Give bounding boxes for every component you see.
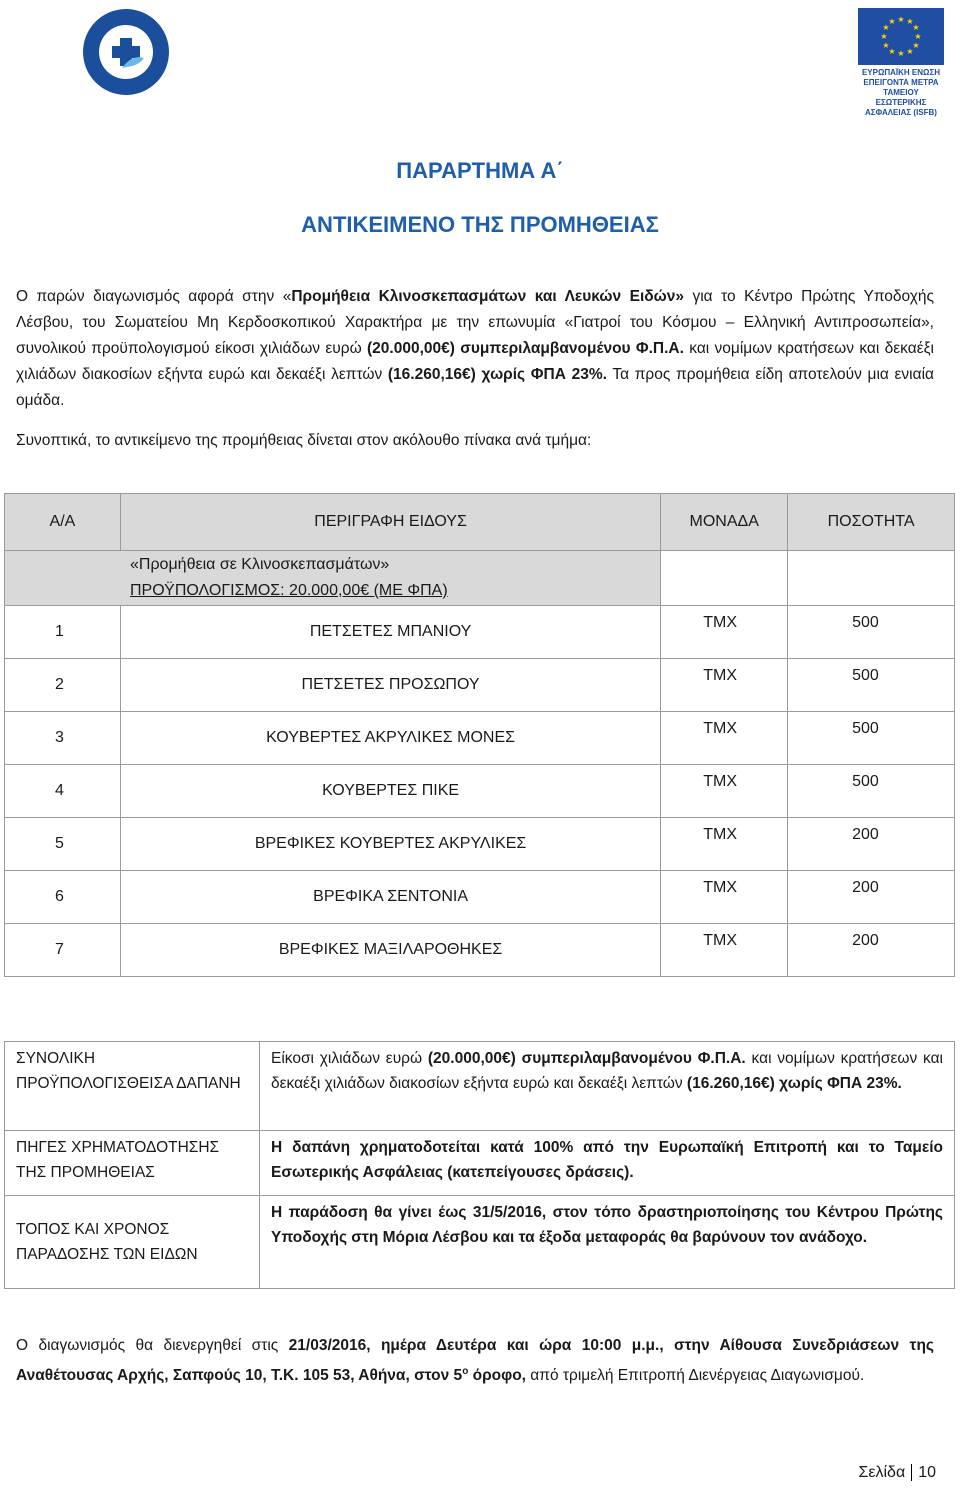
group-budget: ΠΡΟΫΠΟΛΟΓΙΣΜΟΣ: 20.000,00€ (ΜΕ ΦΠΑ) <box>130 582 448 599</box>
delivery-row <box>5 1196 955 1289</box>
closing-paragraph: Ο διαγωνισμός θα διενεργηθεί στις 21/03/2016, ημέρα Δευτέρα και ώρα 10:00 μ.μ., στην Αίθουσα Συνεδριάσεων της Αναθέτουσας Αρχής, Σαπφούς 10, Τ.Κ. 105 53, Αθήνα, στον $5^o$ όροφο, από τριμελή Επιτροπή Διενέργειας Διαγωνισμού. <box>16 1337 934 1385</box>
header-unit: ΜΟΝΑΔΑ <box>661 494 788 551</box>
svg-text:★: ★ <box>906 47 914 56</box>
doctors-of-the-world-logo <box>82 8 170 96</box>
funding-label: ΠΗΓΕΣ ΧΡΗΜΑΤΟΔΟΤΗΣΗΣ ΤΗΣ ΠΡΟΜΗΘΕΙΑΣ <box>5 1131 260 1196</box>
budget-row <box>5 1042 955 1131</box>
eu-isf-logo <box>858 8 944 118</box>
row-aa: 5 <box>5 818 121 871</box>
funding-value: Η δαπάνη χρηματοδοτείται κατά 100% από την Ευρωπαϊκή Επιτροπή και το Ταμείο Εσωτερικής Ασφάλειας (κατεπείγουσες δράσεις). <box>260 1131 955 1196</box>
header-aa: Α/Α <box>5 494 121 551</box>
svg-text:★: ★ <box>882 23 890 32</box>
svg-text:★: ★ <box>897 15 905 24</box>
budget-label: ΣΥΝΟΛΙΚΗ ΠΡΟΫΠΟΛΟΓΙΣΘΕΙΣΑ ΔΑΠΑΝΗ <box>5 1042 260 1131</box>
row-description: ΚΟΥΒΕΡΤΕΣ ΠΙΚΕ <box>120 765 660 818</box>
row-aa: 1 <box>5 606 121 659</box>
table-row <box>5 659 955 712</box>
row-quantity: 200 <box>788 871 955 924</box>
row-unit: ΤΜΧ <box>661 765 788 818</box>
row-quantity: 500 <box>788 765 955 818</box>
funding-row <box>5 1131 955 1196</box>
svg-text:★: ★ <box>888 47 896 56</box>
page-label: Σελίδα <box>858 1464 906 1481</box>
group-title: «Προμήθεια σε Κλινοσκεπασμάτων» <box>130 556 390 573</box>
row-unit: ΤΜΧ <box>661 606 788 659</box>
row-aa: 3 <box>5 712 121 765</box>
svg-text:★: ★ <box>906 17 914 26</box>
row-description: ΚΟΥΒΕΡΤΕΣ ΑΚΡΥΛΙΚΕΣ ΜΟΝΕΣ <box>120 712 660 765</box>
delivery-label: ΤΟΠΟΣ ΚΑΙ ΧΡΟΝΟΣ ΠΑΡΑΔΟΣΗΣ ΤΩΝ ΕΙΔΩΝ <box>5 1196 260 1289</box>
page-footer <box>858 1464 936 1482</box>
row-description: ΒΡΕΦΙΚΕΣ ΜΑΞΙΛΑΡΟΘΗΚΕΣ <box>120 924 660 977</box>
eu-flag-icon <box>858 8 944 65</box>
page-number: 10 <box>918 1464 936 1481</box>
row-description: ΒΡΕΦΙΚΑ ΣΕΝΤΟΝΙΑ <box>120 871 660 924</box>
row-unit: ΤΜΧ <box>661 924 788 977</box>
row-quantity: 200 <box>788 924 955 977</box>
row-aa: 2 <box>5 659 121 712</box>
row-unit: ΤΜΧ <box>661 818 788 871</box>
row-quantity: 500 <box>788 606 955 659</box>
header-quantity: ΠΟΣΟΤΗΤΑ <box>788 494 955 551</box>
row-aa: 6 <box>5 871 121 924</box>
table-row <box>5 606 955 659</box>
row-quantity: 500 <box>788 712 955 765</box>
row-unit: ΤΜΧ <box>661 712 788 765</box>
annex-title: ΠΑΡΑΡΤΗΜΑ Α΄ <box>396 158 564 183</box>
table-row <box>5 765 955 818</box>
svg-text:★: ★ <box>912 41 920 50</box>
table-row <box>5 712 955 765</box>
summary-table <box>4 1041 955 1289</box>
delivery-value: Η παράδοση θα γίνει έως 31/5/2016, στον τόπο δραστηριοποίησης του Κέντρου Πρώτης Υποδοχής στη Μόρια Λέσβου και τα έξοδα μεταφοράς θα βαρύνουν τον ανάδοχο. <box>260 1196 955 1289</box>
footer-divider <box>911 1464 912 1481</box>
summary-sentence: Συνοπτικά, το αντικείμενο της προμήθειας δίνεται στον ακόλουθο πίνακα ανά τμήμα: <box>16 432 592 449</box>
row-unit: ΤΜΧ <box>661 659 788 712</box>
row-aa: 7 <box>5 924 121 977</box>
svg-text:★: ★ <box>880 32 888 41</box>
group-row <box>5 551 955 606</box>
budget-value: Είκοσι χιλιάδων ευρώ (20.000,00€) συμπεριλαμβανομένου Φ.Π.Α. και νομίμων κρατήσεων και δεκαέξι χιλιάδων διακοσίων εξήντα ευρώ και δεκαέξι λεπτών (16.260,16€) χωρίς ΦΠΑ 23%. <box>260 1042 955 1131</box>
row-unit: ΤΜΧ <box>661 871 788 924</box>
eu-caption: ΕΥΡΩΠΑΪΚΗ ΕΝΩΣΗ ΕΠΕΙΓΟΝΤΑ ΜΕΤΡΑ ΤΑΜΕΙΟΥ ΕΣΩΤΕΡΙΚΗΣ ΑΣΦΑΛΕΙΑΣ (ISFB) <box>861 68 941 117</box>
table-header-row <box>5 494 955 551</box>
items-table <box>4 493 955 977</box>
table-row <box>5 924 955 977</box>
row-description: ΠΕΤΣΕΤΕΣ ΠΡΟΣΩΠΟΥ <box>120 659 660 712</box>
row-quantity: 500 <box>788 659 955 712</box>
row-aa: 4 <box>5 765 121 818</box>
row-description: ΠΕΤΣΕΤΕΣ ΜΠΑΝΙΟΥ <box>120 606 660 659</box>
svg-text:★: ★ <box>912 23 920 32</box>
table-row <box>5 818 955 871</box>
svg-text:★: ★ <box>888 17 896 26</box>
header-description: ΠΕΡΙΓΡΑΦΗ ΕΙΔΟΥΣ <box>120 494 660 551</box>
annex-subtitle: ΑΝΤΙΚΕΙΜΕΝΟ ΤΗΣ ΠΡΟΜΗΘΕΙΑΣ <box>301 212 659 237</box>
table-row <box>5 871 955 924</box>
row-description: ΒΡΕΦΙΚΕΣ ΚΟΥΒΕΡΤΕΣ ΑΚΡΥΛΙΚΕΣ <box>120 818 660 871</box>
svg-text:★: ★ <box>882 41 890 50</box>
svg-text:★: ★ <box>914 32 922 41</box>
intro-paragraph: Ο παρών διαγωνισμός αφορά στην «Προμήθεια Κλινοσκεπασμάτων και Λευκών Ειδών» για το Κέντρο Πρώτης Υποδοχής Λέσβου, του Σωματείου Μη Κερδοσκοπικού Χαρακτήρα με την επωνυμία «Γιατροί του Κόσμου – Ελληνική Αντιπροσωπεία», συνολικού προϋπολογισμού είκοσι χιλιάδων ευρώ (20.000,00€) συμπεριλαμβανομένου Φ.Π.Α. και νομίμων κρατήσεων και δεκαέξι χιλιάδων διακοσίων εξήντα ευρώ και δεκαέξι λεπτών (16.260,16€) χωρίς ΦΠΑ 23%. Τα προς προμήθεια είδη αποτελούν μια ενιαία ομάδα. <box>16 288 934 409</box>
row-quantity: 200 <box>788 818 955 871</box>
svg-text:★: ★ <box>897 49 905 58</box>
group-label <box>5 551 661 606</box>
